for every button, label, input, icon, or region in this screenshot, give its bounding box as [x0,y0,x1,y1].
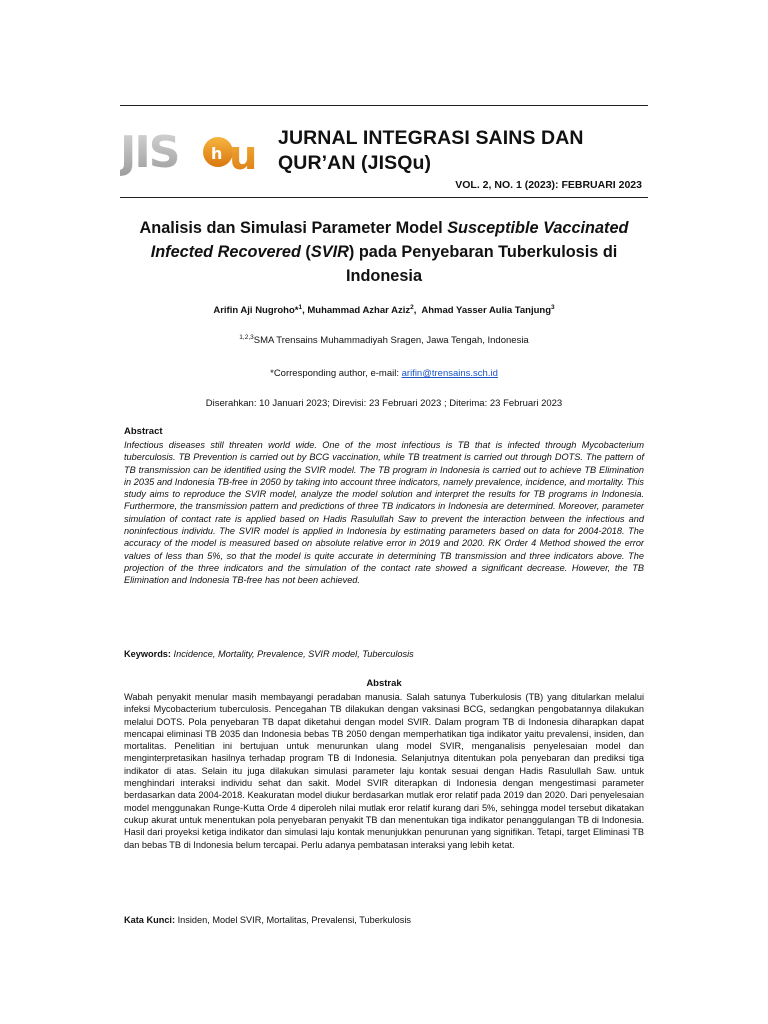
top-rule [120,105,648,106]
paper-title [120,216,648,288]
header-rule [120,197,648,198]
title-part3: ) pada Penyebaran Tuberkulosis di Indonesia [346,243,618,285]
corresponding-author: *Corresponding author, e-mail: arifin@trensains.sch.id [270,368,498,379]
affiliation: $^{1,2,3}$SMA Trensains Muhammadiyah Sragen, Jawa Tengah, Indonesia [239,333,529,346]
svg-text:h: h [211,144,223,163]
abstrak-body: Wabah penyakit menular masih membayangi peradaban manusia. Salah satunya Tuberkulosis (TB) yang ditularkan melalui infeksi Mycobacterium tuberculosis. Pencegahan TB dilakukan dengan vaksinasi BCG, sedangkan pengobatannya dilakukan melalui DOTS. Pola penyebaran TB dapat diketahui dengan model SVIR. Dalam program TB di Indonesia diharapkan dapat mencapai eliminasi TB 2035 dan Indonesia bebas TB 2050 dengan memperhatikan tiga indikator yaitu prevalensi, insiden, dan mortalitas. Penelitian ini bertujuan untuk menurunkan ulang model SVIR, menganalisis penyelesaian model dan menginterpretasikan hasilnya terhadap program TB di Indonesia. Selanjutnya ditentukan pola penyebaran dan prediksi tiga indikator di atas. Selain itu juga dilakukan simulasi parameter laju kontak sesuai dengan Hadis Rasulullah Saw. untuk menghindari interaksi individu sehat dan sakit. Model SVIR diterapkan di Indonesia dengan mengestimasi parameter berdasarkan data 2004-2018. Keakuratan model diukur berdasarkan mutlak eror relatif pada 2019 dan 2020. Dari penyelesaian model menggunakan Runge-Kutta Orde 4 diperoleh nilai mutlak eror relatif kurang dari 5%, sehingga model tersebut dikatakan cukup akurat untuk menentukan pola penyebaran penyakit TB dan menentukan tiga indikator penanggulangan TB di Indonesia. Hasil dari proyeksi ketiga indikator dan simulasi laju kontak menunjukkan penurunan yang signifikan. Tetapi, target Eliminasi TB dan bebas TB di Indonesia belum tercapai. Perlu adanya pembatasan interaksi yang lebih ketat. [124,692,644,850]
author-1: Arifin Aji Nugroho* [213,305,299,316]
author-3: Ahmad Yasser Aulia Tanjung [421,305,552,316]
kata-kunci-label: Kata Kunci: [124,915,176,925]
title-italic1: Susceptible Vaccinated Infected Recovered [150,219,629,261]
author-list: Arifin Aji Nugroho*$^1$, Muhammad Azhar Aziz$^2$, Ahmad Yasser Aulia Tanjung$^3$ [213,303,555,316]
keywords-label: Keywords: [124,649,171,659]
author-2: Muhammad Azhar Aziz [307,305,411,316]
title-part1: Analisis dan Simulasi Parameter Model [139,219,448,237]
submission-dates: Diserahkan: 10 Januari 2023; Direvisi: 23 Februari 2023 ; Diterima: 23 Februari 2023 [205,398,563,409]
kata-kunci: Kata Kunci: Insiden, Model SVIR, Mortalitas, Prevalensi, Tuberkulosis [124,915,411,925]
journal-title: JURNAL INTEGRASI SAINS DAN QUR’AN (JISQu) [278,127,584,174]
svg-text:JIS: JIS [120,127,179,178]
jisqu-logo [120,122,276,178]
svg-text:u: u [229,133,258,178]
abstract-heading: Abstract [124,426,163,437]
keywords: Keywords: Incidence, Mortality, Prevalence, SVIR model, Tuberculosis [124,649,414,659]
title-part2: ( [300,243,311,261]
abstrak-heading: Abstrak [366,678,402,689]
title-italic2: SVIR [310,243,349,261]
volume-issue: VOL. 2, NO. 1 (2023): FEBRUARI 2023 [455,179,642,191]
email-link[interactable]: arifin@trensains.sch.id [401,368,498,379]
abstract-body: Infectious diseases still threaten world wide. One of the most infectious is TB that is infected through Mycobacterium tuberculosis. TB Prevention is carried out by BCG vaccination, while TB treatment is carried out through DOTS. The pattern of TB transmission can be identified using the SVIR model. The TB program in Indonesia is carried out to achieve TB Elimination in 2035 and Indonesia TB-free in 2050 by taking into account three indicators, namely prevalence, incidence, and mortality. This study aims to reproduce the SVIR model, analyze the model solution and interpret the results for TB programs in Indonesia. Furthermore, the transmission pattern and predictions of three TB indicators in Indonesia are determined. Moreover, parameter simulation of contact rate is applied based on Hadis Rasulullah Saw to prevent the interaction between the infectious and noninfectious individu. The SVIR model is applied in Indonesia by estimating parameters based on data for 2004-2018. The accuracy of the model is measured based on absolute relative error in 2019 and 2020. RK Order 4 Method showed the error values of less than 5%, so that the model is quite accurate in determining TB transmission and three indicators above. The projection of the three indicators and the simulation of the contact rate showed a significant decrease. However, the TB Elimination and Indonesia TB-free has not been achieved. [124,440,644,586]
